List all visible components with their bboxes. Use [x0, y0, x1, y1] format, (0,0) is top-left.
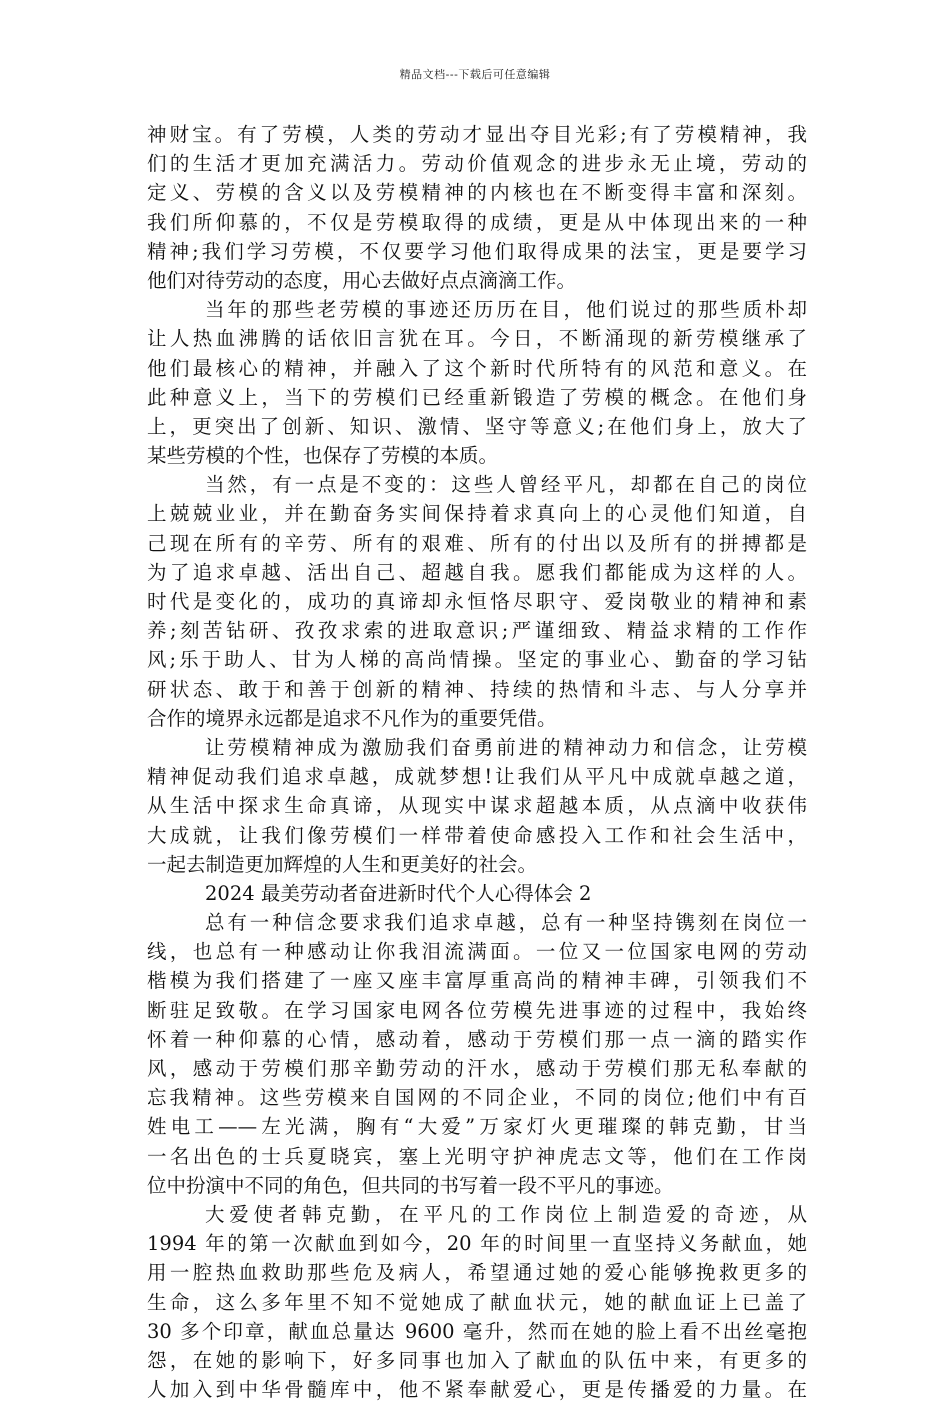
text-line: 位中扮演中不同的角色，但共同的书写着一段不平凡的事迹。 [147, 1173, 674, 1197]
text-line: 己现在所有的辛劳、所有的艰难、所有的付出以及所有的拼搏都是 [147, 531, 807, 555]
text-line: 上兢兢业业，并在勤奋务实间保持着求真向上的心灵他们知道，自 [147, 502, 807, 526]
text-line: 上，更突出了创新、知识、激情、坚守等意义;在他们身上，放大了 [147, 414, 807, 438]
text-line: 风;乐于助人、甘为人梯的高尚情操。坚定的事业心、勤奋的学习钻 [147, 648, 807, 672]
text-line: 养;刻苦钻研、孜孜求索的进取意识;严谨细致、精益求精的工作作 [147, 619, 807, 643]
text-line: 大爱使者韩克勤，在平凡的工作岗位上制造爱的奇迹，从 [205, 1202, 807, 1226]
text-line: 姓电工——左光满，胸有“大爱”万家灯火更璀璨的韩克勤，甘当 [147, 1115, 807, 1139]
text-line: 定义、劳模的含义以及劳模精神的内核也在不断变得丰富和深刻。 [147, 181, 807, 205]
text-line: 当年的那些老劳模的事迹还历历在目，他们说过的那些质朴却 [205, 298, 807, 322]
text-line: 用一腔热血救助那些危及病人，希望通过她的爱心能够挽救更多的 [147, 1261, 807, 1285]
text-line: 们的生活才更加充满活力。劳动价值观念的进步永无止境，劳动的 [147, 152, 807, 176]
text-line: 精神促动我们追求卓越，成就梦想!让我们从平凡中成就卓越之道， [147, 765, 807, 789]
text-line: 总有一种信念要求我们追求卓越，总有一种坚持镌刻在岗位一 [205, 911, 807, 935]
document-body [147, 120, 807, 1404]
text-line: 一起去制造更加辉煌的人生和更美好的社会。 [147, 852, 538, 876]
text-line: 为了追求卓越、活出自己、超越自我。愿我们都能成为这样的人。 [147, 560, 807, 584]
text-line: 生命，这么多年里不知不觉她成了献血状元，她的献血证上已盖了 [147, 1290, 807, 1314]
text-line: 断驻足致敬。在学习国家电网各位劳模先进事迹的过程中，我始终 [147, 998, 807, 1022]
text-line: 从生活中探求生命真谛，从现实中谋求超越本质，从点滴中收获伟 [147, 794, 807, 818]
text-line: 人加入到中华骨髓库中，他不紧奉献爱心，更是传播爱的力量。在 [147, 1378, 807, 1402]
text-line: 风，感动于劳模们那辛勤劳动的汗水，感动于劳模们那无私奉献的 [147, 1057, 807, 1080]
text-line: 他们对待劳动的态度，用心去做好点点滴滴工作。 [147, 268, 577, 292]
text-line: 怀着一种仰慕的心情，感动着，感动于劳模们那一点一滴的踏实作 [147, 1027, 807, 1051]
text-line: 当然，有一点是不变的：这些人曾经平凡，却都在自己的岗位 [205, 473, 807, 497]
text-line: 神财宝。有了劳模，人类的劳动才显出夺目光彩;有了劳模精神，我 [147, 123, 807, 146]
text-line: 此种意义上，当下的劳模们已经重新锻造了劳模的概念。在他们身 [147, 385, 807, 409]
text-line: 时代是变化的，成功的真谛却永恒恪尽职守、爱岗敬业的精神和素 [147, 590, 807, 613]
text-line: 忘我精神。这些劳模来自国网的不同企业，不同的岗位;他们中有百 [147, 1086, 807, 1110]
text-line: 线，也总有一种感动让你我泪流满面。一位又一位国家电网的劳动 [147, 940, 807, 964]
text-line: 精神;我们学习劳模，不仅要学习他们取得成果的法宝，更是要学习 [147, 239, 807, 263]
text-line: 我们所仰慕的，不仅是劳模取得的成绩，更是从中体现出来的一种 [147, 210, 807, 234]
text-line: 研状态、敢于和善于创新的精神、持续的热情和斗志、与人分享并 [147, 677, 807, 701]
page-header: 精品文档---下载后可任意编辑 [399, 68, 551, 81]
text-line: 楷模为我们搭建了一座又座丰富厚重高尚的精神丰碑，引领我们不 [147, 969, 807, 993]
text-line: 合作的境界永远都是追求不凡作为的重要凭借。 [147, 706, 557, 730]
text-line: 一名出色的士兵夏晓宾，塞上光明守护神虎志文等，他们在工作岗 [147, 1144, 807, 1168]
text-line: 让劳模精神成为激励我们奋勇前进的精神动力和信念，让劳模 [205, 735, 807, 759]
text-line: 某些劳模的个性，也保存了劳模的本质。 [147, 444, 499, 468]
text-line: 1994 年的第一次献血到如今，20 年的时间里一直坚持义务献血，她 [147, 1232, 807, 1256]
section-heading: 2024 最美劳动者奋进新时代个人心得体会 2 [205, 881, 592, 905]
text-line: 30 多个印章，献血总量达 9600 毫升，然而在她的脸上看不出丝毫抱 [147, 1319, 807, 1343]
text-line: 他们最核心的精神，并融入了这个新时代所特有的风范和意义。在 [147, 356, 807, 380]
text-line: 怨，在她的影响下，好多同事也加入了献血的队伍中来，有更多的 [147, 1348, 807, 1372]
text-line: 让人热血沸腾的话依旧言犹在耳。今日，不断涌现的新劳模继承了 [147, 327, 807, 351]
text-line: 大成就，让我们像劳模们一样带着使命感投入工作和社会生活中， [147, 823, 807, 847]
